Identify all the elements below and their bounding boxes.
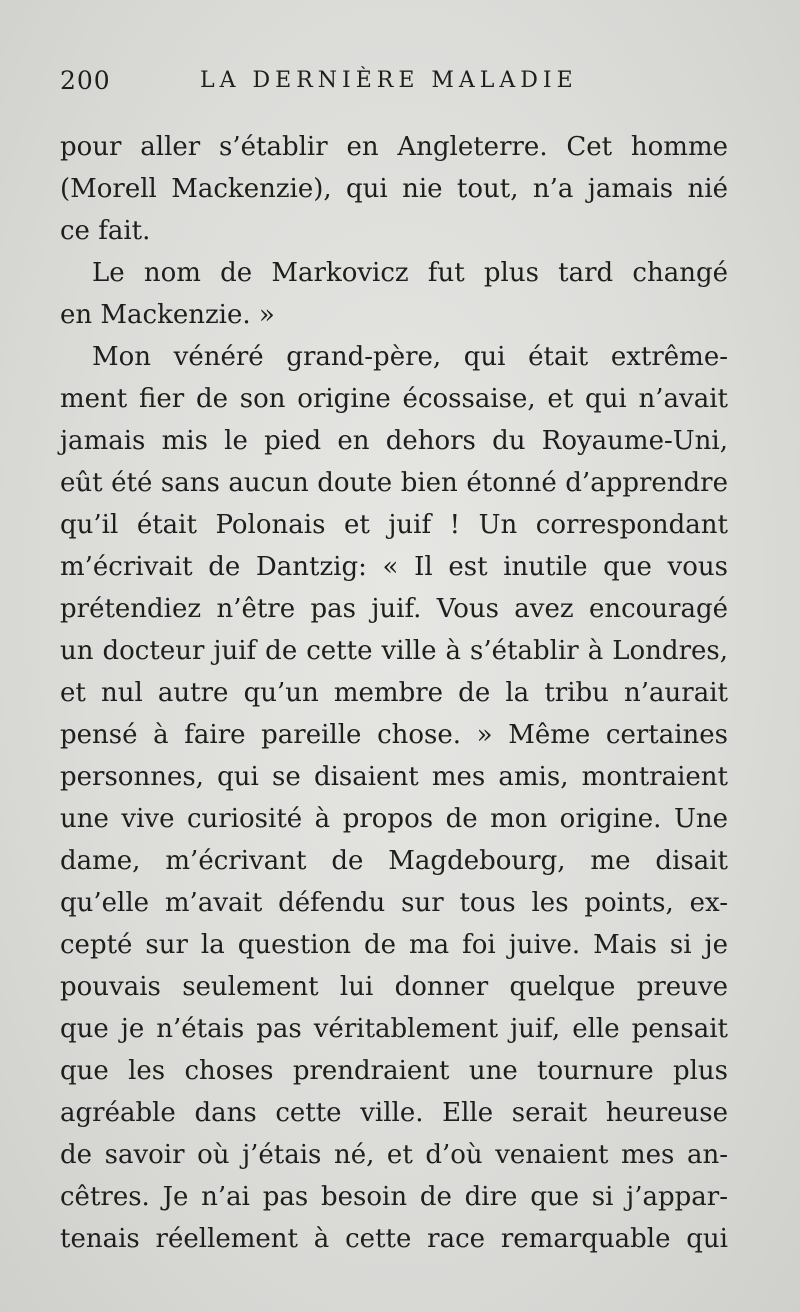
text-line: prétendiez n’être pas juif. Vous avez encouragé <box>60 594 728 624</box>
text-line: que je n’étais pas véritablement juif, elle pensait <box>60 1014 728 1044</box>
text-line: (Morell Mackenzie), qui nie tout, n’a jamais nié <box>60 174 728 204</box>
text-line: Mon vénéré grand-père, qui était extrême- <box>92 342 728 372</box>
text-line: ce fait. <box>60 216 151 246</box>
text-line: qu’il était Polonais et juif ! Un correspondant <box>60 510 728 540</box>
text-line: pouvais seulement lui donner quelque preuve <box>60 972 728 1002</box>
text-line: Le nom de Markovicz fut plus tard changé <box>92 258 728 288</box>
text-line: personnes, qui se disaient mes amis, montraient <box>60 762 728 792</box>
running-head <box>60 66 740 106</box>
text-line: tenais réellement à cette race remarquable qui <box>60 1224 728 1254</box>
text-line: et nul autre qu’un membre de la tribu n’aurait <box>60 678 728 708</box>
text-line: pensé à faire pareille chose. » Même certaines <box>60 720 728 750</box>
page-number: 200 <box>60 66 111 95</box>
text-line: ment fier de son origine écossaise, et qui n’avait <box>60 384 728 414</box>
text-line: en Mackenzie. » <box>60 300 275 330</box>
text-line: qu’elle m’avait défendu sur tous les points, ex- <box>60 888 728 918</box>
text-line: agréable dans cette ville. Elle serait heureuse <box>60 1098 728 1128</box>
body-text <box>60 126 728 1260</box>
text-line: m’écrivait de Dantzig: « Il est inutile que vous <box>60 552 728 582</box>
text-line: une vive curiosité à propos de mon origine. Une <box>60 804 728 834</box>
text-line: cepté sur la question de ma foi juive. Mais si je <box>60 930 728 960</box>
text-line: que les choses prendraient une tournure plus <box>60 1056 728 1086</box>
text-line: un docteur juif de cette ville à s’établir à Londres, <box>60 636 728 666</box>
text-line: de savoir où j’étais né, et d’où venaient mes an- <box>60 1140 728 1170</box>
text-line: pour aller s’établir en Angleterre. Cet homme <box>60 132 728 162</box>
text-line: cêtres. Je n’ai pas besoin de dire que si j’appar- <box>60 1182 728 1212</box>
text-line: jamais mis le pied en dehors du Royaume-Uni, <box>60 426 728 456</box>
running-title: LA DERNIÈRE MALADIE <box>200 68 578 93</box>
text-line: dame, m’écrivant de Magdebourg, me disait <box>60 846 728 876</box>
text-line: eût été sans aucun doute bien étonné d’apprendre <box>60 468 728 498</box>
